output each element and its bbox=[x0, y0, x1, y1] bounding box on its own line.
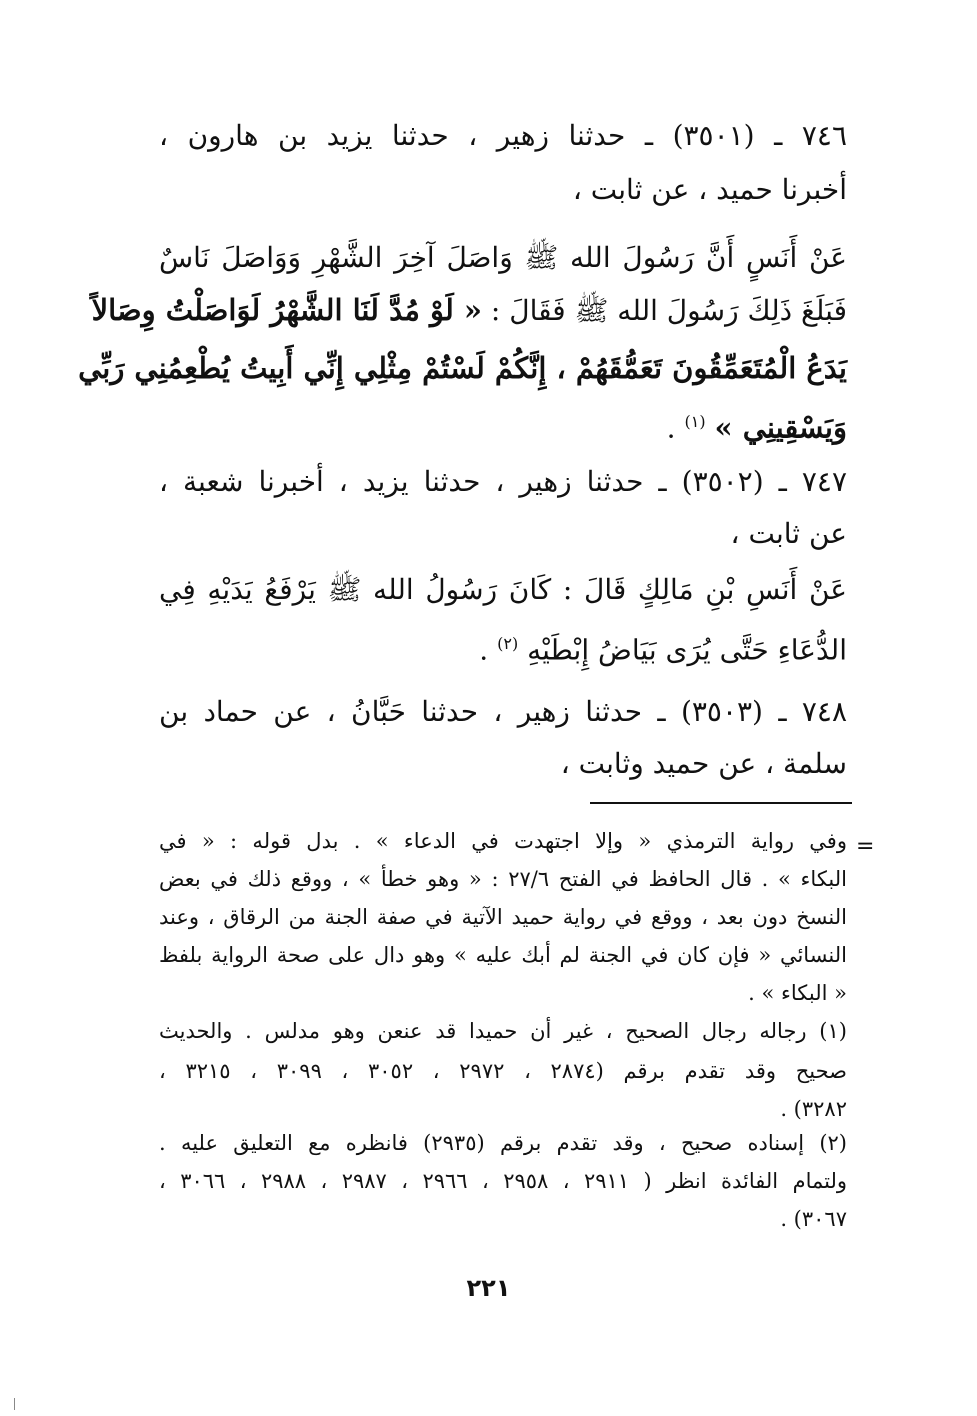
page-number: ٢٢١ bbox=[466, 1274, 511, 1302]
footnote-continuation-line-3: النسخ دون بعد ، ووقع في رواية حميد الآتية في صفة الجنة من الرقاق ، وعند bbox=[159, 905, 847, 929]
footnote-continuation-mark: = bbox=[856, 834, 875, 859]
hadith-747-text-line-2-body: الدُّعَاءِ حَتَّى يُرَى بَيَاضُ إِبْطَيْهِ bbox=[527, 633, 847, 667]
scan-edge-mark bbox=[14, 1398, 15, 1410]
hadith-748-isnad-line-2: سلمة ، عن حميد وثابت ، bbox=[560, 747, 847, 780]
hadith-746-text-line-2-quote: « لَوْ مُدَّ لَنَا الشَّهْرُ لَوَاصَلْتُ وِصَالاً bbox=[91, 293, 483, 327]
hadith-746-text-line-2 bbox=[91, 292, 847, 329]
hadith-746-text-line-2-intro: فَبَلَغَ ذَلِكَ رَسُولَ الله ﷺ فَقَالَ : bbox=[490, 294, 847, 327]
hadith-746-isnad-line-1: ٧٤٦ ـ (٣٥٠١) ـ حدثنا زهير ، حدثنا يزيد بن هارون ، bbox=[159, 119, 847, 152]
hadith-747-text-line-1: عَنْ أَنَسِ بْنِ مَالِكٍ قَالَ : كَانَ رَسُولُ الله ﷺ يَرْفَعُ يَدَيْهِ فِي bbox=[159, 573, 847, 606]
hadith-746-text-line-4-quote: وَيَسْقِينِي » bbox=[714, 410, 847, 445]
footnote-2-line-1: (٢) إسناده صحيح ، وقد تقدم برقم (٢٩٣٥) فانظره مع التعليق عليه . bbox=[159, 1131, 847, 1155]
footnote-2-line-2: ولتمام الفائدة انظر ( ٢٩١١ ، ٢٩٥٨ ، ٢٩٦٦ ، ٢٩٨٧ ، ٢٩٨٨ ، ٣٠٦٦ ، bbox=[159, 1169, 847, 1193]
footnote-continuation-line-4: النسائي « فإن كان في الجنة لم أبك عليه » وهو دال على صحة الرواية بلفظ bbox=[159, 943, 847, 967]
footnote-1-line-1: (١) رجاله رجال الصحيح ، غير أن حميدا قد عنعن وهو مدلس . والحديث bbox=[159, 1019, 847, 1043]
footnote-separator bbox=[590, 802, 852, 804]
hadith-746-end-mark: . bbox=[666, 411, 676, 445]
footnote-1-line-2: صحيح وقد تقدم برقم (٢٨٧٤ ، ٢٩٧٢ ، ٣٠٥٢ ، ٣٠٩٩ ، ٣٢١٥ ، bbox=[159, 1059, 847, 1083]
footnote-continuation-line-2: البكاء » . قال الحافظ في الفتح ٢٧/٦ : « وهو خطأ » ، ووقع ذلك في بعض bbox=[159, 867, 847, 891]
hadith-746-text-line-3: يَدَعُ الْمُتَعَمِّقُونَ تَعَمُّقَهُمْ ، إِنَّكُمْ لَسْتُمْ مِثْلِي إِنِّي أَبِيتُ يُطْعِمُنِي رَبِّي bbox=[78, 351, 847, 385]
hadith-747-text-line-2 bbox=[159, 626, 847, 668]
footnote-continuation-line-1: وفي رواية الترمذي « وإلا اجتهدت في الدعاء » . بدل قوله : « في bbox=[159, 829, 847, 853]
hadith-748-isnad-line-1: ٧٤٨ ـ (٣٥٠٣) ـ حدثنا زهير ، حدثنا حَبَّانُ ، عن حماد بن bbox=[159, 695, 847, 728]
footnote-2-line-3: ٣٠٦٧) . bbox=[780, 1207, 847, 1231]
footnote-1-line-3: ٣٢٨٢) . bbox=[780, 1097, 847, 1121]
footnote-ref-1[interactable]: (١) bbox=[684, 412, 706, 431]
hadith-747-isnad-line-1: ٧٤٧ ـ (٣٥٠٢) ـ حدثنا زهير ، حدثنا يزيد ، أخبرنا شعبة ، bbox=[159, 465, 847, 498]
footnote-ref-2[interactable]: (٢) bbox=[497, 634, 519, 653]
hadith-746-text-line-1: عَنْ أَنَسٍ أَنَّ رَسُولَ الله ﷺ وَاصَلَ آخِرَ الشَّهْرِ وَوَاصَلَ نَاسٌ bbox=[159, 241, 847, 274]
hadith-746-text-line-4 bbox=[159, 404, 847, 446]
hadith-747-end-mark: . bbox=[479, 633, 489, 667]
footnote-continuation-line-5: « البكاء » . bbox=[748, 981, 847, 1005]
hadith-746-isnad-line-2: أخبرنا حميد ، عن ثابت ، bbox=[572, 173, 847, 206]
hadith-747-isnad-line-2: عن ثابت ، bbox=[730, 517, 847, 550]
